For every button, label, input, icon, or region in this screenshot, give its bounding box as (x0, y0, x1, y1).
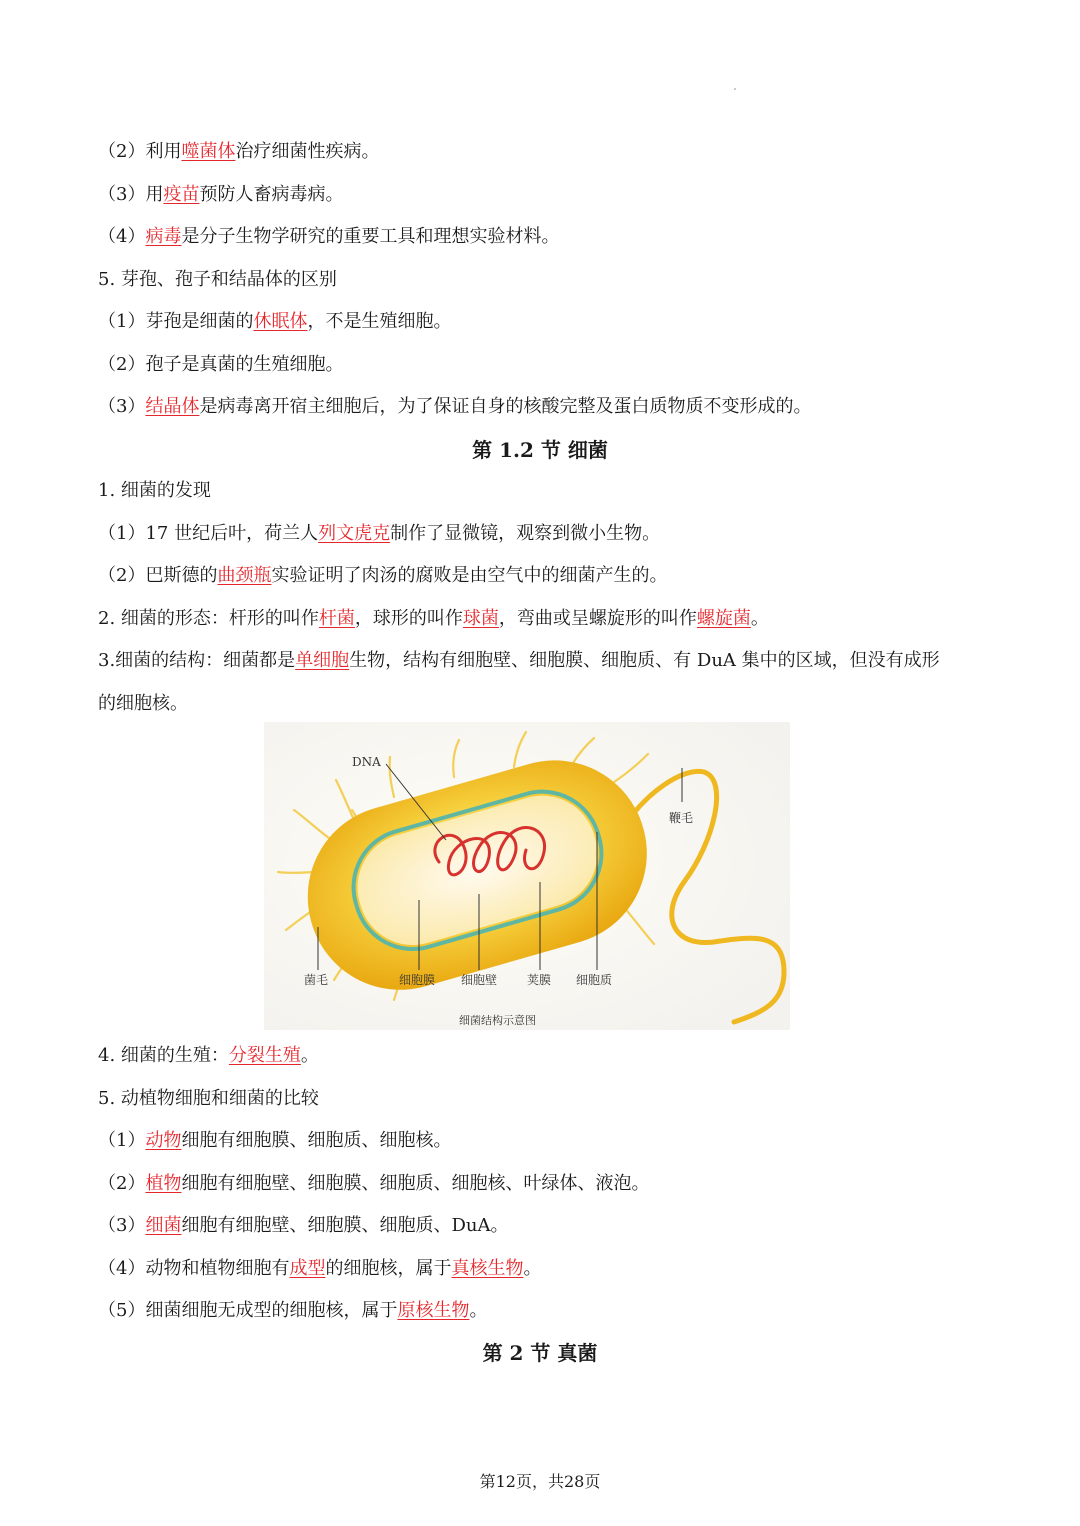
label-capsule: 荚膜 (527, 973, 552, 987)
answer-term: 细菌 (145, 1215, 182, 1236)
line-text: 细胞有细胞壁、细胞膜、细胞质、细胞核、叶绿体、液泡。 (181, 1172, 650, 1194)
label-pili: 菌毛 (304, 973, 329, 987)
text-line (98, 395, 811, 419)
text-line (98, 522, 660, 546)
line-text: ，球形的叫作 (354, 607, 463, 629)
text-line (98, 564, 667, 588)
answer-term: 分裂生殖 (228, 1045, 301, 1066)
line-text: 。 (750, 607, 769, 629)
text-line (98, 649, 940, 673)
answer-term: 真核生物 (451, 1257, 524, 1279)
line-text: （2）利用 (98, 141, 182, 162)
answer-term: 杆菌 (318, 607, 355, 629)
line-text: 5. 芽孢、孢子和结晶体的区别 (98, 268, 337, 290)
answer-term: 噬菌体 (181, 141, 236, 162)
text-line (98, 183, 343, 207)
answer-term: 病毒 (145, 226, 182, 247)
text-line (98, 310, 451, 334)
answer-term: 植物 (145, 1172, 182, 1194)
answer-term: 曲颈瓶 (217, 565, 272, 586)
answer-term: 螺旋菌 (696, 607, 751, 629)
line-text: 实验证明了肉汤的腐败是由空气中的细菌产生的。 (271, 565, 668, 586)
line-text: ，不是生殖细胞。 (307, 311, 452, 332)
answer-term: 列文虎克 (318, 522, 391, 544)
line-text: 3.细菌的结构：细菌都是 (98, 650, 296, 671)
line-text: 是病毒离开宿主细胞后，为了保证自身的核酸完整及蛋白质物质不变形成的。 (199, 396, 812, 417)
line-text: （5）细菌细胞无成型的细胞核，属于 (98, 1300, 398, 1321)
line-text: （3） (98, 396, 146, 417)
text-line (98, 353, 343, 377)
line-text: 。 (300, 1045, 319, 1066)
answer-term: 休眠体 (253, 311, 308, 332)
text-line (98, 268, 337, 292)
line-text: 。 (469, 1300, 488, 1321)
text-line (98, 1299, 487, 1323)
section-heading-fungi: 第 2 节 真菌 (482, 1341, 598, 1365)
answer-term: 动物 (145, 1130, 182, 1151)
label-flagellum: 鞭毛 (669, 811, 694, 825)
label-cell-membrane: 细胞膜 (399, 973, 436, 987)
label-dna: DNA (352, 755, 381, 769)
line-text: 生物，结构有细胞壁、细胞膜、细胞质、有 DuA 集中的区域，但没有成形 (349, 650, 940, 671)
line-text: 细胞有细胞壁、细胞膜、细胞质、DuA。 (181, 1215, 509, 1236)
answer-term: 疫苗 (163, 183, 200, 205)
line-text: （1）17 世纪后叶，荷兰人 (98, 522, 319, 544)
bacteria-structure-figure (264, 722, 790, 1030)
line-text: （1） (98, 1130, 146, 1151)
text-line (98, 1087, 319, 1111)
line-text: 的细胞核，属于 (325, 1257, 452, 1279)
answer-term: 原核生物 (397, 1300, 470, 1321)
answer-term: 单细胞 (295, 650, 350, 671)
page-speck (734, 88, 736, 90)
line-text: （2）巴斯德的 (98, 565, 218, 586)
line-text: 2. 细菌的形态：杆形的叫作 (98, 607, 319, 629)
line-text: 是分子生物学研究的重要工具和理想实验材料。 (181, 226, 560, 247)
figure-caption: 细菌结构示意图 (459, 1014, 536, 1027)
line-text: 治疗细菌性疾病。 (235, 141, 380, 162)
line-text: （3） (98, 1215, 146, 1236)
text-line (98, 225, 559, 249)
line-text: 1. 细菌的发现 (98, 480, 211, 501)
text-line (98, 1044, 319, 1068)
text-line (98, 479, 211, 503)
page-footer: 第12页，共28页 (479, 1472, 601, 1491)
line-text: ，弯曲或呈螺旋形的叫作 (498, 607, 697, 629)
answer-term: 成型 (289, 1257, 326, 1279)
answer-term: 球菌 (462, 607, 499, 629)
line-text: 。 (523, 1257, 542, 1279)
line-text: 制作了显微镜，观察到微小生物。 (390, 522, 661, 544)
line-text: （4） (98, 226, 146, 247)
text-line (98, 607, 769, 631)
line-text: 5. 动植物细胞和细菌的比较 (98, 1087, 319, 1109)
text-line (98, 692, 188, 716)
line-text: （4）动物和植物细胞有 (98, 1257, 290, 1279)
line-text: 预防人畜病毒病。 (199, 183, 344, 205)
label-cell-wall: 细胞壁 (461, 973, 498, 987)
line-text: （3）用 (98, 183, 164, 205)
text-line (98, 1257, 541, 1281)
line-text: 细胞有细胞膜、细胞质、细胞核。 (181, 1130, 452, 1151)
section-heading-bacteria: 第 1.2 节 细菌 (472, 438, 608, 462)
text-line (98, 1214, 508, 1238)
line-text: （2）孢子是真菌的生殖细胞。 (98, 353, 344, 375)
answer-term: 结晶体 (145, 396, 200, 417)
line-text: 的细胞核。 (98, 692, 188, 714)
text-line (98, 1172, 649, 1196)
text-line (98, 1129, 451, 1153)
label-cytoplasm: 细胞质 (576, 973, 613, 987)
line-text: 4. 细菌的生殖： (98, 1045, 229, 1066)
line-text: （1）芽孢是细菌的 (98, 311, 254, 332)
text-line (98, 140, 379, 164)
line-text: （2） (98, 1172, 146, 1194)
